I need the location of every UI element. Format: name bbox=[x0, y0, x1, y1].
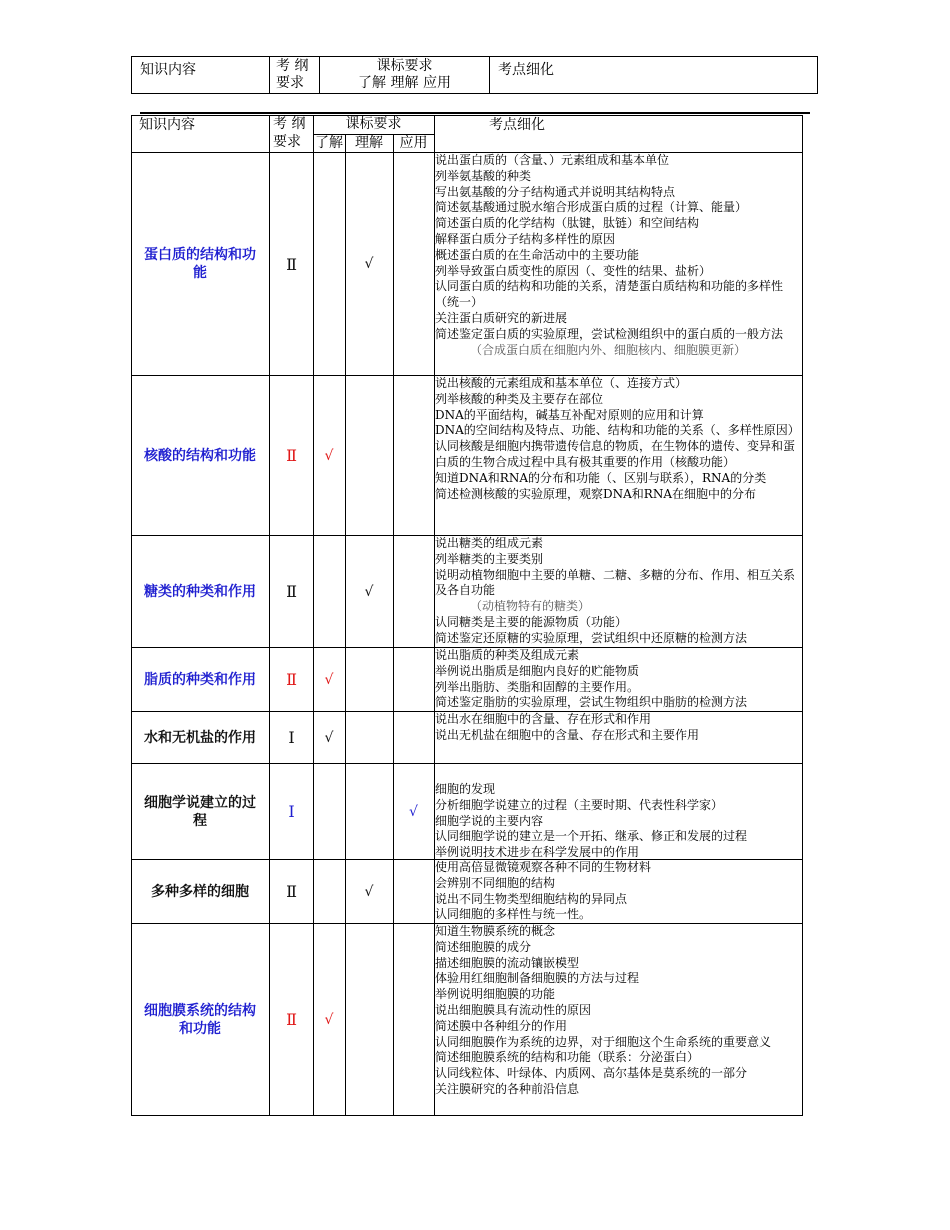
row-level: Ⅰ bbox=[288, 728, 295, 747]
detail-line: 描述细胞膜的流动镶嵌模型 bbox=[435, 955, 580, 970]
header-detail: 考点细化 bbox=[489, 117, 545, 133]
row-topic-label: 蛋白质的结构和功能 bbox=[144, 247, 256, 281]
detail-line: 分析细胞学说建立的过程（主要时期、代表性科学家） bbox=[435, 797, 724, 812]
header-sub-comprehend: 理解 bbox=[355, 135, 383, 151]
detail-line: 说出蛋白质的（含量、）元素组成和基本单位 bbox=[435, 153, 670, 167]
detail-line: 简述蛋白质的化学结构（肽键，肽链）和空间结构 bbox=[435, 216, 700, 231]
detail-line: 认同线粒体、叶绿体、内质网、高尔基体是莫系统的一部分 bbox=[435, 1066, 748, 1081]
detail-line: （动植物特有的糖类） bbox=[470, 599, 591, 614]
row-topic-label: 细胞学说建立的过程 bbox=[144, 794, 256, 829]
detail-line: 认同糖类是主要的能源物质（功能） bbox=[435, 614, 628, 629]
detail-line: 说出糖类的组成元素 bbox=[435, 536, 544, 550]
header-outline-line2: 要求 bbox=[273, 134, 301, 150]
row-topic bbox=[131, 536, 269, 647]
row-level: Ⅱ bbox=[286, 1010, 297, 1029]
detail-line: 列举核酸的种类及主要存在部位 bbox=[435, 391, 604, 406]
table-border-bottom bbox=[131, 1115, 803, 1116]
detail-line: 简述检测核酸的实验原理，观察DNA和RNA在细胞中的分布 bbox=[435, 486, 756, 501]
top-header-outline-line2: 要求 bbox=[276, 75, 304, 91]
row-check-mark: √ bbox=[364, 883, 374, 900]
row-check-mark: √ bbox=[324, 671, 334, 688]
detail-line: 简述膜中各种组分的作用 bbox=[435, 1018, 568, 1033]
row-topic bbox=[131, 376, 269, 535]
row-details bbox=[434, 860, 802, 923]
header-knowledge: 知识内容 bbox=[139, 117, 195, 133]
detail-line: 列举导致蛋白质变性的原因（、变性的结果、盐析） bbox=[435, 263, 712, 278]
detail-line: 认同细胞的多样性与统一性。 bbox=[435, 907, 592, 922]
top-header-standard-line2: 了解 理解 应用 bbox=[358, 75, 451, 91]
detail-line: 说出水在细胞中的含量、存在形式和作用 bbox=[435, 712, 652, 726]
row-details bbox=[434, 376, 802, 502]
top-header-knowledge: 知识内容 bbox=[132, 57, 270, 93]
detail-line: 细胞的发现 bbox=[435, 782, 496, 796]
header-sub-understand: 了解 bbox=[315, 135, 343, 151]
detail-line: 认同细胞学说的建立是一个开拓、继承、修正和发展的过程 bbox=[435, 829, 748, 844]
row-level: Ⅱ bbox=[286, 882, 297, 901]
row-topic bbox=[131, 764, 269, 859]
table-row bbox=[131, 924, 803, 1115]
detail-line: 认同蛋白质的结构和功能的关系，清楚蛋白质结构和功能的多样性（统一） bbox=[435, 279, 784, 310]
detail-line: 关注蛋白质研究的新进展 bbox=[435, 310, 568, 325]
row-level: Ⅰ bbox=[288, 802, 295, 821]
detail-line: 说明动植物细胞中主要的单糖、二糖、多糖的分布、作用、相互关系及各自功能 bbox=[435, 567, 796, 598]
detail-line: 关注膜研究的各种前沿信息 bbox=[435, 1081, 580, 1096]
top-header-standard bbox=[320, 57, 490, 93]
row-check-mark: √ bbox=[364, 256, 374, 272]
row-topic bbox=[131, 712, 269, 763]
row-check-mark: √ bbox=[324, 1011, 334, 1028]
table-row bbox=[131, 376, 803, 535]
top-header-table bbox=[131, 56, 818, 94]
detail-line: 概述蛋白质的在生命活动中的主要功能 bbox=[435, 247, 640, 262]
row-topic-label: 糖类的种类和作用 bbox=[144, 583, 256, 600]
top-header-detail: 考点细化 bbox=[498, 62, 554, 78]
row-details bbox=[434, 782, 802, 861]
detail-line: DNA的平面结构，碱基互补配对原则的应用和计算 bbox=[435, 407, 704, 422]
detail-line: 简述细胞膜系统的结构和功能（联系：分泌蛋白） bbox=[435, 1050, 700, 1065]
row-topic bbox=[131, 924, 269, 1115]
row-details bbox=[434, 536, 802, 647]
row-details bbox=[434, 712, 802, 744]
detail-line: 说出无机盐在细胞中的含量、存在形式和主要作用 bbox=[435, 727, 700, 742]
row-details bbox=[434, 924, 802, 1098]
detail-line: 简述鉴定脂肪的实验原理，尝试生物组织中脂肪的检测方法 bbox=[435, 695, 748, 710]
header-sub-apply: 应用 bbox=[399, 135, 428, 151]
row-details bbox=[434, 648, 802, 711]
row-topic-label: 细胞膜系统的结构和功能 bbox=[144, 1002, 256, 1037]
detail-line: 会辨别不同细胞的结构 bbox=[435, 875, 556, 890]
detail-line: 举例说明技术进步在科学发展中的作用 bbox=[435, 845, 640, 860]
top-header-outline bbox=[270, 57, 320, 93]
table-row bbox=[131, 764, 803, 859]
header-standard: 课标要求 bbox=[345, 116, 402, 132]
detail-line: 写出氨基酸的分子结构通式并说明其结构特点 bbox=[435, 184, 676, 199]
detail-line: DNA的空间结构及特点、功能、结构和功能的关系（、多样性原因） bbox=[435, 423, 800, 438]
detail-line: 说出脂质的种类及组成元素 bbox=[435, 648, 580, 662]
row-details bbox=[434, 153, 802, 358]
table-row bbox=[131, 153, 803, 375]
knowledge-table bbox=[131, 115, 803, 1116]
table-row bbox=[131, 536, 803, 647]
row-check-mark: √ bbox=[324, 729, 334, 746]
detail-line: 说出核酸的元素组成和基本单位（、连接方式） bbox=[435, 376, 688, 390]
row-topic bbox=[131, 153, 269, 375]
row-level: Ⅱ bbox=[286, 670, 297, 689]
detail-line: 知道DNA和RNA的分布和功能（、区别与联系），RNA的分类 bbox=[435, 470, 767, 485]
detail-line: 简述细胞膜的成分 bbox=[435, 939, 532, 954]
detail-line: 说出细胞膜具有流动性的原因 bbox=[435, 1002, 592, 1017]
table-border-top bbox=[131, 115, 803, 116]
detail-line: 列举氨基酸的种类 bbox=[435, 168, 532, 183]
detail-line: 简述氨基酸通过脱水缩合形成蛋白质的过程（计算、能量） bbox=[435, 200, 748, 215]
detail-line: 解释蛋白质分子结构多样性的原因 bbox=[435, 231, 616, 246]
row-check-mark: √ bbox=[409, 803, 418, 820]
row-level: Ⅱ bbox=[286, 446, 297, 465]
row-check-mark: √ bbox=[324, 447, 334, 464]
separator-rule bbox=[140, 112, 810, 114]
row-topic bbox=[131, 860, 269, 923]
row-topic-label: 水和无机盐的作用 bbox=[144, 729, 256, 746]
table-row bbox=[131, 648, 803, 711]
detail-line: 知道生物膜系统的概念 bbox=[435, 924, 556, 938]
table-row bbox=[131, 860, 803, 923]
detail-line: 细胞学说的主要内容 bbox=[435, 813, 544, 828]
detail-line: 认同细胞膜作为系统的边界，对于细胞这个生命系统的重要意义 bbox=[435, 1034, 772, 1049]
detail-line: 列举糖类的主要类别 bbox=[435, 551, 544, 566]
header-outline-line1: 考 纲 bbox=[273, 116, 306, 132]
row-topic bbox=[131, 648, 269, 711]
row-level: Ⅱ bbox=[286, 254, 297, 274]
detail-line: 说出不同生物类型细胞结构的异同点 bbox=[435, 891, 628, 906]
detail-line: 体验用红细胞制备细胞膜的方法与过程 bbox=[435, 971, 640, 986]
detail-line: 使用高倍显微镜观察各种不同的生物材料 bbox=[435, 860, 652, 874]
row-topic-label: 脂质的种类和作用 bbox=[144, 671, 256, 688]
detail-line: （合成蛋白质在细胞内外、细胞核内、细胞膜更新） bbox=[470, 342, 747, 357]
row-topic-label: 多种多样的细胞 bbox=[151, 883, 249, 900]
detail-line: 简述鉴定还原糖的实验原理，尝试组织中还原糖的检测方法 bbox=[435, 630, 748, 645]
row-check-mark: √ bbox=[364, 583, 374, 600]
detail-line: 简述鉴定蛋白质的实验原理，尝试检测组织中的蛋白质的一般方法 bbox=[435, 326, 784, 341]
detail-line: 举例说出脂质是细胞内良好的贮能物质 bbox=[435, 663, 640, 678]
top-header-outline-line1: 考 纲 bbox=[276, 58, 309, 74]
row-level: Ⅱ bbox=[286, 582, 297, 601]
detail-line: 认同核酸是细胞内携带遗传信息的物质，在生物体的遗传、变异和蛋白质的生物合成过程中具有极其重要的作用（核酸功能） bbox=[435, 439, 796, 469]
detail-line: 举例说明细胞膜的功能 bbox=[435, 987, 556, 1002]
table-row bbox=[131, 712, 803, 763]
top-header-standard-line1: 课标要求 bbox=[376, 58, 433, 74]
row-topic-label: 核酸的结构和功能 bbox=[144, 447, 256, 464]
detail-line: 列举出脂肪、类脂和固醇的主要作用。 bbox=[435, 679, 640, 694]
